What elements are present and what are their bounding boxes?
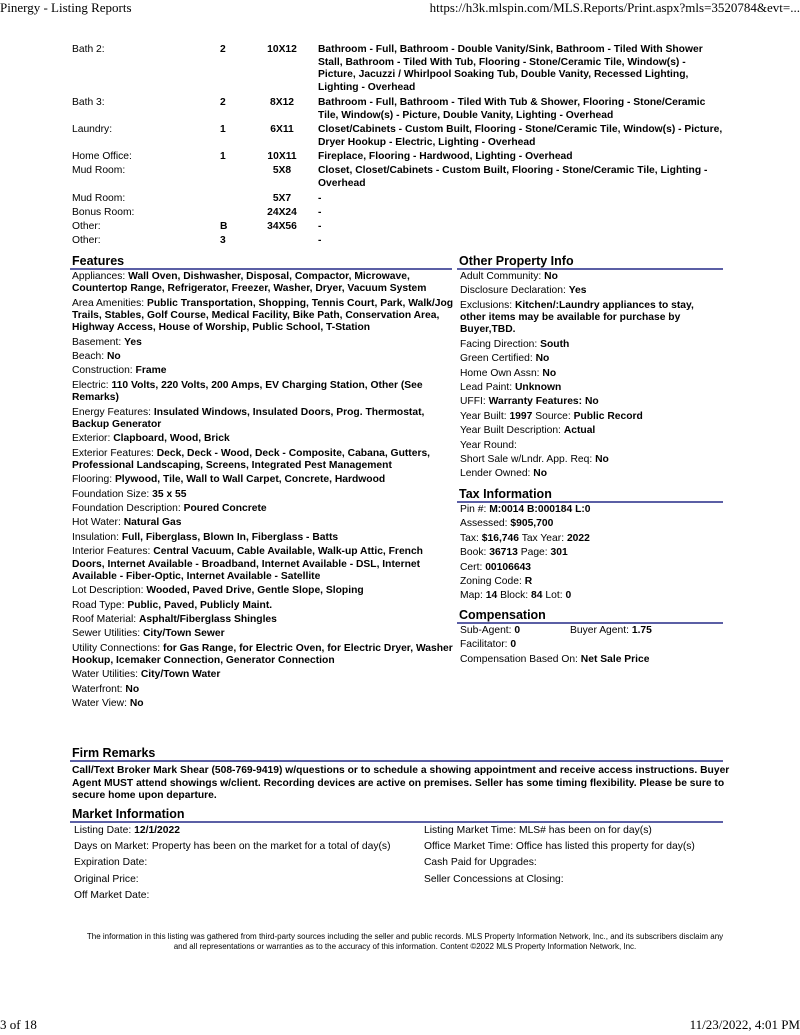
listing-date-row <box>74 825 180 837</box>
tax-cert-label: Cert: <box>460 561 483 573</box>
other-info-label: Year Built: <box>460 410 507 422</box>
feature-row <box>72 489 454 501</box>
room-name: Home Office: <box>72 151 132 162</box>
feature-row <box>72 474 454 486</box>
disclaimer: The information in this listing was gathered from third-party sources including the seller and public records. MLS Property Information Network, Inc., and its subscribers disclaim any and all representations or warranties as to the accuracy of this information. Content ©2022 MLS Property Information Network, Inc. <box>86 932 724 951</box>
feature-row <box>72 698 454 710</box>
feature-label: Water Utilities: <box>72 669 138 681</box>
buyer-agent-label: Buyer Agent: <box>570 625 629 636</box>
feature-row <box>72 433 454 445</box>
other-info-value: No <box>535 353 550 365</box>
feature-row <box>72 448 454 473</box>
seller-concessions: Seller Concessions at Closing: <box>424 874 564 885</box>
other-info-label: Year Round: <box>460 439 517 451</box>
feature-label: Area Amenities: <box>72 297 145 309</box>
feature-label: Electric: <box>72 379 109 391</box>
room-features: Fireplace, Flooring - Hardwood, Lighting - Overhead <box>318 151 573 162</box>
listing-date-label: Listing Date: <box>74 825 132 836</box>
feature-label: Waterfront: <box>72 683 123 695</box>
cash-paid-upgrades: Cash Paid for Upgrades: <box>424 857 537 868</box>
other-info-row <box>460 396 722 408</box>
feature-value: Plywood, Tile, Wall to Wall Carpet, Concrete, Hardwood <box>114 474 386 486</box>
tax-label: Tax: <box>460 532 479 544</box>
feature-value: No <box>129 698 144 710</box>
other-info-row <box>460 285 722 297</box>
tax-zoning-label: Zoning Code: <box>460 575 522 587</box>
feature-value: Wall Oven, Dishwasher, Disposal, Compactor, Microwave, Countertop Range, Refrigerator, Freezer, Washer, Dryer, Vacuum System <box>72 271 427 295</box>
features-divider <box>70 268 452 270</box>
room-row <box>72 235 732 248</box>
room-size: 10X12 <box>267 44 297 55</box>
off-market-date: Off Market Date: <box>74 890 150 901</box>
firm-remarks-text: Call/Text Broker Mark Shear (508-769-9419) w/questions or to schedule a showing appointment and receive access instructions. Buyer Agent MUST attend showings w/client. Recording devices are active on premises. Seller has some timing flexibility. Please be sure to secure home upon departure. <box>72 765 730 801</box>
expiration-date: Expiration Date: <box>74 857 148 868</box>
feature-label: Water View: <box>72 698 127 710</box>
other-info-label: Home Own Assn: <box>460 367 540 379</box>
room-level: 2 <box>220 97 226 108</box>
other-info-label2: Source: <box>535 410 571 422</box>
tax-book-row <box>460 547 722 559</box>
room-features: Closet, Closet/Cabinets - Custom Built, Flooring - Stone/Ceramic Tile, Lighting - Overhead <box>318 165 708 189</box>
feature-value: Central Vacuum, Cable Available, Walk-up Attic, French Doors, Internet Available - Broadband, Internet Available - DSL, Internet Available - Fiber-Optic, Internet Available - Satellite <box>72 546 423 582</box>
feature-row <box>72 503 454 515</box>
room-level: 1 <box>220 124 226 135</box>
other-info-row <box>460 353 722 365</box>
feature-row <box>72 517 454 529</box>
feature-value: Deck, Deck - Wood, Deck - Composite, Cabana, Gutters, Professional Landscaping, Screens, Integrated Pest Management <box>72 447 431 471</box>
tax-year: 2022 <box>566 532 590 544</box>
tax-map-row <box>460 590 722 602</box>
buyer-agent: 1.75 <box>631 625 652 636</box>
feature-row <box>72 532 454 544</box>
tax-pin-label: Pin #: <box>460 504 487 515</box>
room-row <box>72 44 732 94</box>
feature-label: Lot Description: <box>72 585 144 597</box>
facilitator-label: Facilitator: <box>460 639 508 651</box>
other-info-value: Actual <box>563 425 596 437</box>
page-header-title: Pinergy - Listing Reports <box>0 0 132 15</box>
feature-row <box>72 614 454 626</box>
other-info-label: Short Sale w/Lndr. App. Req: <box>460 453 593 465</box>
tax-book-label: Book: <box>460 547 487 559</box>
feature-label: Interior Features: <box>72 546 151 558</box>
feature-value: Poured Concrete <box>183 503 267 515</box>
room-features: - <box>318 207 322 218</box>
tax-year-label: Tax Year: <box>521 532 565 544</box>
facilitator-row <box>460 639 722 651</box>
feature-label: Exterior Features: <box>72 447 154 459</box>
feature-row <box>72 585 454 597</box>
other-info-row <box>460 382 722 394</box>
room-level: 3 <box>220 235 226 246</box>
tax-amount: $16,746 <box>481 532 519 544</box>
feature-row <box>72 600 454 612</box>
firm-remarks-divider <box>70 760 723 762</box>
other-info-row <box>460 454 722 466</box>
feature-label: Construction: <box>72 365 133 377</box>
comp-based: Net Sale Price <box>580 653 650 665</box>
feature-label: Foundation Description: <box>72 503 181 515</box>
other-info-title: Other Property Info <box>459 254 574 268</box>
room-features: Bathroom - Full, Bathroom - Tiled With Tub & Shower, Flooring - Stone/Ceramic Tile, Window(s) - Picture, Double Vanity, Lighting - Overhead <box>318 97 706 121</box>
tax-list <box>460 504 722 605</box>
feature-value: Clapboard, Wood, Brick <box>113 433 230 445</box>
other-info-row <box>460 300 722 337</box>
other-info-value: No <box>544 271 558 282</box>
feature-label: Exterior: <box>72 433 111 445</box>
feature-label: Insulation: <box>72 531 119 543</box>
room-name: Mud Room: <box>72 193 126 204</box>
other-info-value: 1997 <box>509 410 533 422</box>
room-size: 5X8 <box>272 165 292 176</box>
tax-cert: 00106643 <box>485 561 532 573</box>
other-info-row <box>460 425 722 437</box>
feature-label: Roof Material: <box>72 614 137 626</box>
feature-value: City/Town Water <box>140 669 221 681</box>
feature-value: Public Transportation, Shopping, Tennis Court, Park, Walk/Jog Trails, Stables, Golf Course, Medical Facility, Bike Path, Conservation Area, Highway Access, House of Worship, Public School, T-Station <box>72 297 454 334</box>
room-row <box>72 207 732 220</box>
feature-label: Energy Features: <box>72 406 151 418</box>
tax-assessed: $905,700 <box>510 518 554 530</box>
feature-value: 110 Volts, 220 Volts, 200 Amps, EV Charging Station, Other (See Remarks) <box>72 379 423 404</box>
feature-value: Frame <box>135 365 167 377</box>
feature-value: Natural Gas <box>123 517 182 529</box>
other-info-label: Exclusions: <box>460 299 513 311</box>
sub-agent-label: Sub-Agent: <box>460 625 512 636</box>
room-features: - <box>318 221 322 232</box>
listing-date: 12/1/2022 <box>134 825 180 836</box>
room-features: - <box>318 193 322 204</box>
feature-label: Flooring: <box>72 474 113 486</box>
room-row <box>72 97 732 123</box>
room-size: 6X11 <box>270 124 294 135</box>
feature-value: No <box>106 351 121 363</box>
other-info-row <box>460 468 722 480</box>
other-info-label: Green Certified: <box>460 353 533 365</box>
feature-label: Foundation Size: <box>72 488 150 500</box>
tax-divider <box>457 501 723 503</box>
tax-assessed-label: Assessed: <box>460 518 508 530</box>
room-features: Closet/Cabinets - Custom Built, Flooring - Stone/Ceramic Tile, Window(s) - Picture, Dryer Hookup - Electric, Lighting - Overhead <box>318 124 723 148</box>
other-info-row <box>460 411 722 423</box>
feature-row <box>72 684 454 696</box>
feature-label: Sewer Utilities: <box>72 628 141 640</box>
room-name: Laundry: <box>72 124 113 135</box>
comp-based-row <box>460 654 722 666</box>
feature-row <box>72 546 454 583</box>
feature-row <box>72 628 454 640</box>
other-info-row <box>460 339 722 351</box>
feature-value: Yes <box>124 336 142 348</box>
market-divider <box>70 821 723 823</box>
sub-agent: 0 <box>514 625 521 636</box>
feature-label: Beach: <box>72 351 105 363</box>
feature-row <box>72 407 454 432</box>
room-size: 24X24 <box>267 207 297 218</box>
listing-market-time: Listing Market Time: MLS# has been on for day(s) <box>424 825 652 836</box>
room-level: B <box>220 221 228 232</box>
other-info-value: Yes <box>568 285 587 297</box>
other-info-label: Adult Community: <box>460 271 542 282</box>
tax-zoning-row <box>460 576 722 588</box>
room-size: 5X7 <box>272 193 292 204</box>
room-name: Other: <box>72 221 101 232</box>
page-header-url: https://h3k.mlspin.com/MLS.Reports/Print.aspx?mls=3520784&evt=... <box>429 0 800 15</box>
feature-label: Hot Water: <box>72 517 121 529</box>
other-info-label: UFFI: <box>460 396 486 408</box>
room-size: 8X12 <box>269 97 295 108</box>
feature-value: 35 x 55 <box>152 488 187 500</box>
other-info-value: No <box>595 453 609 465</box>
room-name: Bonus Room: <box>72 207 135 218</box>
firm-remarks-title: Firm Remarks <box>72 746 156 760</box>
print-datetime: 11/23/2022, 4:01 PM <box>689 1017 800 1032</box>
room-level: 1 <box>220 151 226 162</box>
page-number: 3 of 18 <box>0 1017 37 1032</box>
room-name: Bath 3: <box>72 97 105 108</box>
tax-lot: 0 <box>565 590 572 602</box>
other-info-value: Warranty Features: No <box>488 396 599 408</box>
room-name: Mud Room: <box>72 165 126 176</box>
compensation-title: Compensation <box>459 608 546 622</box>
office-market-time: Office Market Time: Office has listed this property for day(s) <box>424 841 695 852</box>
feature-value: No <box>125 683 140 695</box>
buyer-agent-group <box>570 625 652 637</box>
comp-based-label: Compensation Based On: <box>460 653 578 665</box>
market-title: Market Information <box>72 807 185 821</box>
tax-pin-row <box>460 504 722 516</box>
tax-block: 84 <box>531 590 543 602</box>
room-features: - <box>318 235 322 246</box>
feature-label: Utility Connections: <box>72 642 161 654</box>
feature-row <box>72 337 454 349</box>
tax-amount-row <box>460 533 722 545</box>
feature-label: Appliances: <box>72 271 126 282</box>
feature-row <box>72 298 454 335</box>
room-features: Bathroom - Full, Bathroom - Double Vanity/Sink, Bathroom - Tiled With Shower Stall, Bathroom - Tiled With Tub, Flooring - Stone/Ceramic Tile, Window(s) - Picture, Jacuzzi / Whirlpool Soaking Tub, Double Vanity, Recessed Lighting, Lighting - Overhead <box>318 44 703 93</box>
feature-row <box>72 351 454 363</box>
feature-row <box>72 365 454 377</box>
tax-lot-label: Lot: <box>545 590 563 602</box>
other-info-value: Unknown <box>514 381 562 393</box>
tax-cert-row <box>460 562 722 574</box>
tax-page: 301 <box>550 547 568 559</box>
feature-value: Public, Paved, Publicly Maint. <box>127 599 273 611</box>
facilitator: 0 <box>510 639 517 651</box>
tax-pin: M:0014 B:000184 L:0 <box>489 504 591 515</box>
other-info-row <box>460 440 722 452</box>
feature-label: Road Type: <box>72 599 125 611</box>
features-list <box>72 271 454 713</box>
room-row <box>72 124 732 150</box>
room-row <box>72 221 732 234</box>
other-info-value: Kitchen/:Laundry appliances to stay, other items may be available for purchase by Buyer,TBD. <box>460 299 694 336</box>
room-name: Bath 2: <box>72 44 105 55</box>
feature-row <box>72 380 454 405</box>
tax-assessed-row <box>460 518 722 530</box>
other-info-row <box>460 271 722 283</box>
other-info-row <box>460 368 722 380</box>
other-info-value: South <box>540 338 570 350</box>
other-info-value2: Public Record <box>573 410 643 422</box>
tax-page-label: Page: <box>520 547 548 559</box>
days-on-market: Days on Market: Property has been on the market for a total of day(s) <box>74 841 391 852</box>
feature-value: Asphalt/Fiberglass Shingles <box>138 614 277 626</box>
compensation-agents-row <box>460 625 722 637</box>
original-price: Original Price: <box>74 874 139 885</box>
compensation-list <box>460 625 722 668</box>
other-info-divider <box>457 268 723 270</box>
tax-block-label: Block: <box>500 590 529 602</box>
feature-label: Basement: <box>72 336 122 348</box>
feature-value: for Gas Range, for Electric Oven, for Electric Dryer, Washer Hookup, Icemaker Connection, Generator Connection <box>72 642 453 667</box>
other-info-label: Year Built Description: <box>460 425 561 437</box>
room-row <box>72 151 732 164</box>
tax-title: Tax Information <box>459 487 552 501</box>
feature-row <box>72 271 454 296</box>
feature-value: Insulated Windows, Insulated Doors, Prog. Thermostat, Backup Generator <box>72 406 425 430</box>
other-info-label: Facing Direction: <box>460 338 538 350</box>
other-info-list <box>460 271 722 483</box>
tax-book: 36713 <box>489 547 518 559</box>
room-size: 10X11 <box>267 151 297 162</box>
room-row <box>72 165 732 191</box>
room-row <box>72 193 732 206</box>
room-size: 34X56 <box>267 221 297 232</box>
other-info-label: Disclosure Declaration: <box>460 285 566 297</box>
feature-row <box>72 669 454 681</box>
room-level: 2 <box>220 44 226 55</box>
feature-value: City/Town Sewer <box>142 628 225 640</box>
compensation-divider <box>457 622 723 624</box>
tax-map-label: Map: <box>460 590 483 602</box>
other-info-label: Lead Paint: <box>460 381 513 393</box>
room-name: Other: <box>72 235 101 246</box>
feature-row <box>72 643 454 668</box>
feature-value: Full, Fiberglass, Blown In, Fiberglass - Batts <box>121 531 339 543</box>
other-info-value: No <box>533 468 548 480</box>
features-title: Features <box>72 254 125 268</box>
other-info-value: No <box>542 367 557 379</box>
tax-zoning: R <box>524 575 533 587</box>
feature-value: Wooded, Paved Drive, Gentle Slope, Sloping <box>146 585 364 597</box>
other-info-label: Lender Owned: <box>460 468 531 480</box>
tax-map: 14 <box>485 590 498 602</box>
